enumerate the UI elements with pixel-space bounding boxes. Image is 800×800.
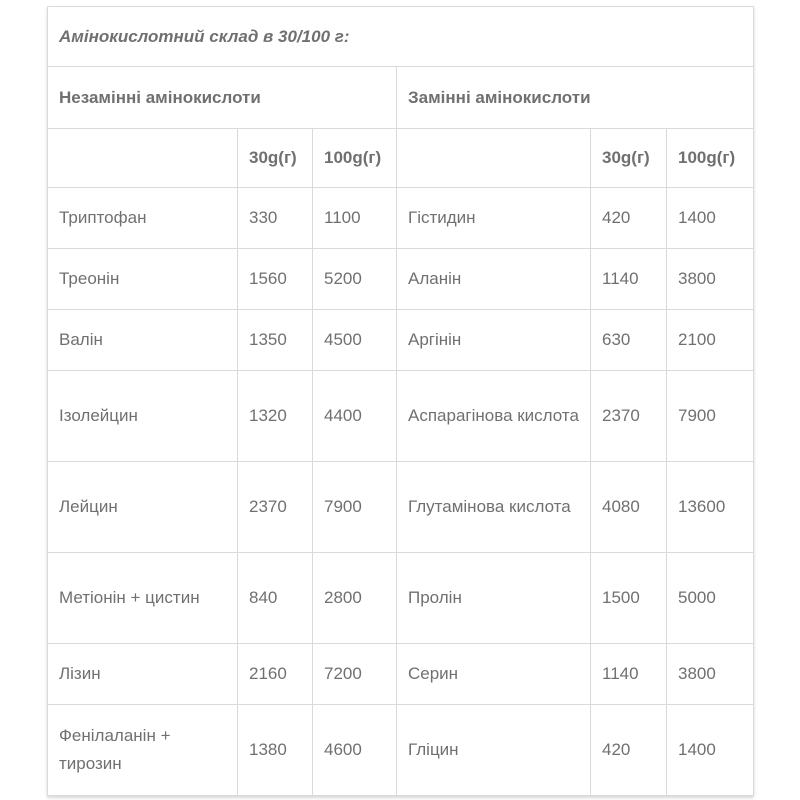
value-100g: 2100 [667, 310, 754, 371]
amino-name: Метіонін + цистин [48, 553, 238, 644]
amino-name: Ізолейцин [48, 371, 238, 462]
group-header-row [48, 67, 754, 129]
amino-name: Гліцин [397, 705, 591, 796]
value-100g: 4600 [313, 705, 397, 796]
value-30g: 1500 [591, 553, 667, 644]
table-row [48, 644, 754, 705]
amino-acid-composition-table [47, 6, 754, 796]
unit-header-30g-left: 30g(г) [238, 129, 313, 188]
empty-cell [48, 129, 238, 188]
value-30g: 420 [591, 705, 667, 796]
table-row [48, 249, 754, 310]
amino-name: Гістидин [397, 188, 591, 249]
value-30g: 1140 [591, 249, 667, 310]
value-30g: 2160 [238, 644, 313, 705]
table-row [48, 553, 754, 644]
value-100g: 4400 [313, 371, 397, 462]
unit-header-100g-left: 100g(г) [313, 129, 397, 188]
value-100g: 5000 [667, 553, 754, 644]
amino-name: Лізин [48, 644, 238, 705]
value-100g: 1400 [667, 705, 754, 796]
value-100g: 7900 [313, 462, 397, 553]
value-30g: 1560 [238, 249, 313, 310]
table-row [48, 371, 754, 462]
value-100g: 3800 [667, 644, 754, 705]
amino-name: Аспарагінова кислота [397, 371, 591, 462]
value-100g: 4500 [313, 310, 397, 371]
table-row [48, 705, 754, 796]
group-header-essential: Незамінні амінокислоти [48, 67, 397, 129]
unit-header-30g-right: 30g(г) [591, 129, 667, 188]
value-30g: 1350 [238, 310, 313, 371]
value-100g: 7900 [667, 371, 754, 462]
value-100g: 5200 [313, 249, 397, 310]
amino-name: Пролін [397, 553, 591, 644]
amino-acid-table-container [47, 0, 753, 796]
amino-name: Триптофан [48, 188, 238, 249]
value-30g: 1140 [591, 644, 667, 705]
amino-name: Аргінін [397, 310, 591, 371]
unit-header-100g-right: 100g(г) [667, 129, 754, 188]
table-title: Амінокислотний склад в 30/100 г: [48, 7, 754, 67]
value-30g: 420 [591, 188, 667, 249]
value-100g: 1400 [667, 188, 754, 249]
table-row [48, 310, 754, 371]
amino-name: Фенілаланін + тирозин [48, 705, 238, 796]
value-100g: 3800 [667, 249, 754, 310]
value-100g: 2800 [313, 553, 397, 644]
empty-cell [397, 129, 591, 188]
value-100g: 7200 [313, 644, 397, 705]
table-row [48, 462, 754, 553]
amino-name: Аланін [397, 249, 591, 310]
amino-name: Треонін [48, 249, 238, 310]
value-30g: 330 [238, 188, 313, 249]
value-30g: 1380 [238, 705, 313, 796]
group-header-nonessential: Замінні амінокислоти [397, 67, 754, 129]
amino-name: Валін [48, 310, 238, 371]
value-100g: 13600 [667, 462, 754, 553]
value-30g: 1320 [238, 371, 313, 462]
value-30g: 2370 [591, 371, 667, 462]
value-30g: 630 [591, 310, 667, 371]
value-30g: 2370 [238, 462, 313, 553]
amino-name: Серин [397, 644, 591, 705]
value-30g: 4080 [591, 462, 667, 553]
table-title-row [48, 7, 754, 67]
amino-name: Лейцин [48, 462, 238, 553]
value-30g: 840 [238, 553, 313, 644]
amino-name: Глутамінова кислота [397, 462, 591, 553]
table-row [48, 188, 754, 249]
units-header-row [48, 129, 754, 188]
value-100g: 1100 [313, 188, 397, 249]
